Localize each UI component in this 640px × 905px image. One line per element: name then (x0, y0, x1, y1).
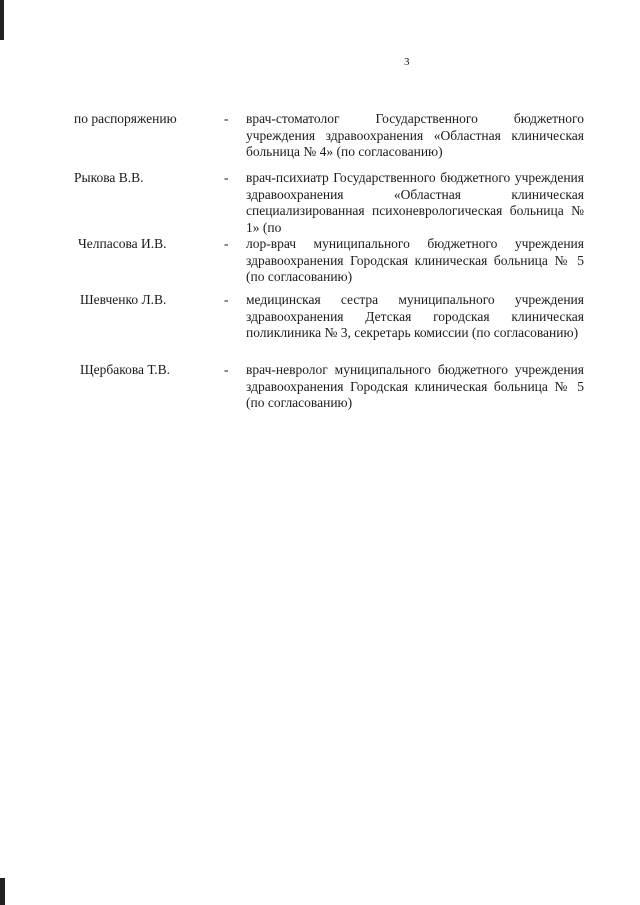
member-name: Шевченко Л.В. (80, 292, 167, 307)
member-position: врач-невролог муниципального бюджетного учреждения здравоохранения Городская клиническая больница № 5 (по согласованию) (246, 362, 584, 410)
member-name: Рыкова В.В. (74, 170, 144, 185)
dash-separator: - (224, 362, 229, 377)
dash-separator: - (224, 111, 229, 126)
member-name: Щербакова Т.В. (80, 362, 171, 377)
page-number: 3 (404, 56, 410, 68)
dash-separator: - (224, 292, 229, 307)
member-position: лор-врач муниципального бюджетного учреждения здравоохранения Городская клиническая больница № 5 (по согласованию) (246, 236, 584, 284)
member-position: врач-психиатр Государственного бюджетного учреждения здравоохранения «Областная клиническая специализированная психоневрологическая больница № 1» (по (246, 170, 584, 235)
member-position: врач-стоматолог Государственного бюджетного учреждения здравоохранения «Областная клиническая больница № 4» (по согласованию) (246, 111, 584, 159)
member-position: медицинская сестра муниципального учреждения здравоохранения Детская городская клиническая поликлиника № 3, секретарь комиссии (по согласованию) (246, 292, 584, 340)
dash-separator: - (224, 170, 229, 185)
member-name: Челпасова И.В. (78, 236, 167, 251)
dash-separator: - (224, 236, 229, 251)
member-name: по распоряжению (74, 111, 177, 126)
